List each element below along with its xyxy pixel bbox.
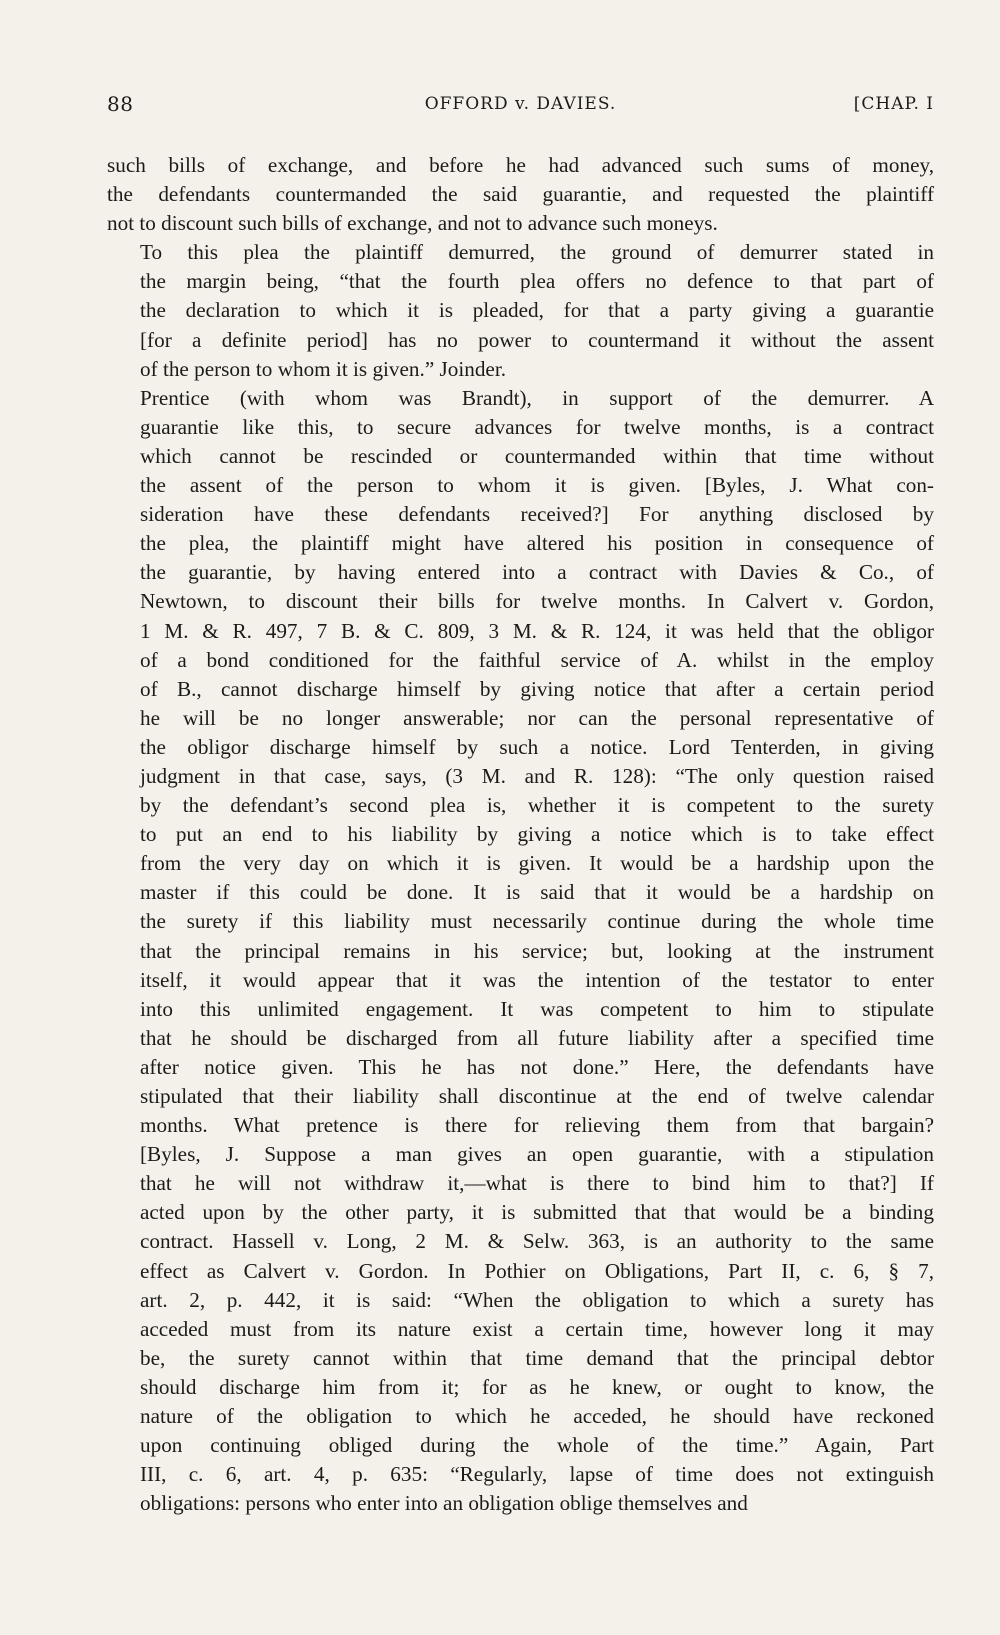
text-line: III, c. 6, art. 4, p. 635: “Regularly, lapse of time does not extinguish [140, 1462, 934, 1487]
text-line: into this unlimited engagement. It was competent to him to stipulate [140, 996, 934, 1021]
text-line: Prentice (with whom was Brandt), in support of the demurrer. A [140, 385, 934, 410]
text-line: should discharge him from it; for as he knew, or ought to know, the [140, 1374, 934, 1399]
text-line: stipulated that their liability shall discontinue at the end of twelve calendar [140, 1084, 934, 1108]
text-line: the margin being, “that the fourth plea offers no defence to that part of [140, 269, 934, 294]
text-line: of a bond conditioned for the faithful service of A. whilst in the employ [140, 647, 934, 672]
text-line: effect as Calvert v. Gordon. In Pothier on Obligations, Part II, c. 6, § 7, [140, 1258, 934, 1283]
text-line: judgment in that case, says, (3 M. and R. 128): “The only question raised [140, 763, 934, 788]
text-line: he will be no longer answerable; nor can the personal representative of [140, 705, 934, 730]
text-line: itself, it would appear that it was the intention of the testator to enter [140, 967, 934, 992]
text-line: sideration have these defendants received?] For anything disclosed by [140, 502, 934, 527]
text-line: be, the surety cannot within that time demand that the principal debtor [140, 1345, 934, 1370]
text-line: art. 2, p. 442, it is said: “When the obligation to which a surety has [140, 1287, 934, 1312]
text-line: from the very day on which it is given. It would be a hardship upon the [140, 851, 934, 876]
text-line: the obligor discharge himself by such a notice. Lord Tenterden, in giving [140, 734, 934, 759]
text-line: the declaration to which it is pleaded, for that a party giving a guarantie [140, 298, 934, 323]
paragraph [107, 238, 934, 383]
text-line: acted upon by the other party, it is submitted that that would be a binding [140, 1200, 934, 1225]
text-line: the guarantie, by having entered into a contract with Davies & Co., of [140, 560, 934, 585]
text-line: such bills of exchange, and before he had advanced such sums of money, [107, 153, 934, 177]
text-line: contract. Hassell v. Long, 2 M. & Selw. 363, is an authority to the same [140, 1229, 934, 1254]
text-line: guarantie like this, to secure advances for twelve months, is a contract [140, 414, 934, 439]
text-line: the assent of the person to whom it is given. [Byles, J. What con- [140, 473, 934, 498]
text-line: Newtown, to discount their bills for twelve months. In Calvert v. Gordon, [140, 589, 934, 614]
paragraph [107, 384, 934, 1519]
text-line: to put an end to his liability by giving a notice which is to take effect [140, 822, 934, 847]
paragraph [107, 151, 934, 238]
text-line: by the defendant’s second plea is, whether it is competent to the surety [140, 793, 934, 818]
text-line: not to discount such bills of exchange, and not to advance such moneys. [107, 211, 718, 236]
text-line: obligations: persons who enter into an obligation oblige themselves and [140, 1491, 748, 1516]
text-line: master if this could be done. It is said that it would be a hardship on [140, 880, 934, 905]
running-header [107, 92, 934, 122]
text-line: acceded must from its nature exist a certain time, however long it may [140, 1316, 934, 1341]
text-line: [Byles, J. Suppose a man gives an open guarantie, with a stipulation [140, 1142, 934, 1167]
page-number: 88 [107, 92, 134, 116]
text-line: [for a definite period] has no power to countermand it without the assent [140, 327, 934, 352]
text-line: of the person to whom it is given.” Joinder. [140, 356, 507, 381]
body-text [107, 151, 934, 1518]
chapter-marker: [CHAP. I [853, 94, 934, 114]
text-line: upon continuing obliged during the whole of the time.” Again, Part [140, 1433, 934, 1458]
text-line: 1 M. & R. 497, 7 B. & C. 809, 3 M. & R. 124, it was held that the obligor [140, 618, 934, 643]
text-line: of B., cannot discharge himself by giving notice that after a certain period [140, 676, 934, 701]
text-line: that the principal remains in his service; but, looking at the instrument [140, 938, 934, 963]
text-line: after notice given. This he has not done.” Here, the defendants have [140, 1054, 934, 1079]
text-line: months. What pretence is there for relieving them from that bargain? [140, 1113, 934, 1138]
text-line: To this plea the plaintiff demurred, the ground of demurrer stated in [140, 240, 934, 265]
text-line: the plea, the plaintiff might have altered his position in consequence of [140, 531, 934, 556]
text-line: nature of the obligation to which he acceded, he should have reckoned [140, 1404, 934, 1429]
text-line: that he will not withdraw it,—what is there to bind him to that?] If [140, 1171, 934, 1196]
running-title: OFFORD v. DAVIES. [424, 94, 617, 114]
text-line: which cannot be rescinded or countermanded within that time without [140, 443, 934, 468]
text-line: the surety if this liability must necessarily continue during the whole time [140, 909, 934, 934]
text-line: that he should be discharged from all future liability after a specified time [140, 1025, 934, 1050]
text-line: the defendants countermanded the said guarantie, and requested the plaintiff [107, 182, 934, 207]
